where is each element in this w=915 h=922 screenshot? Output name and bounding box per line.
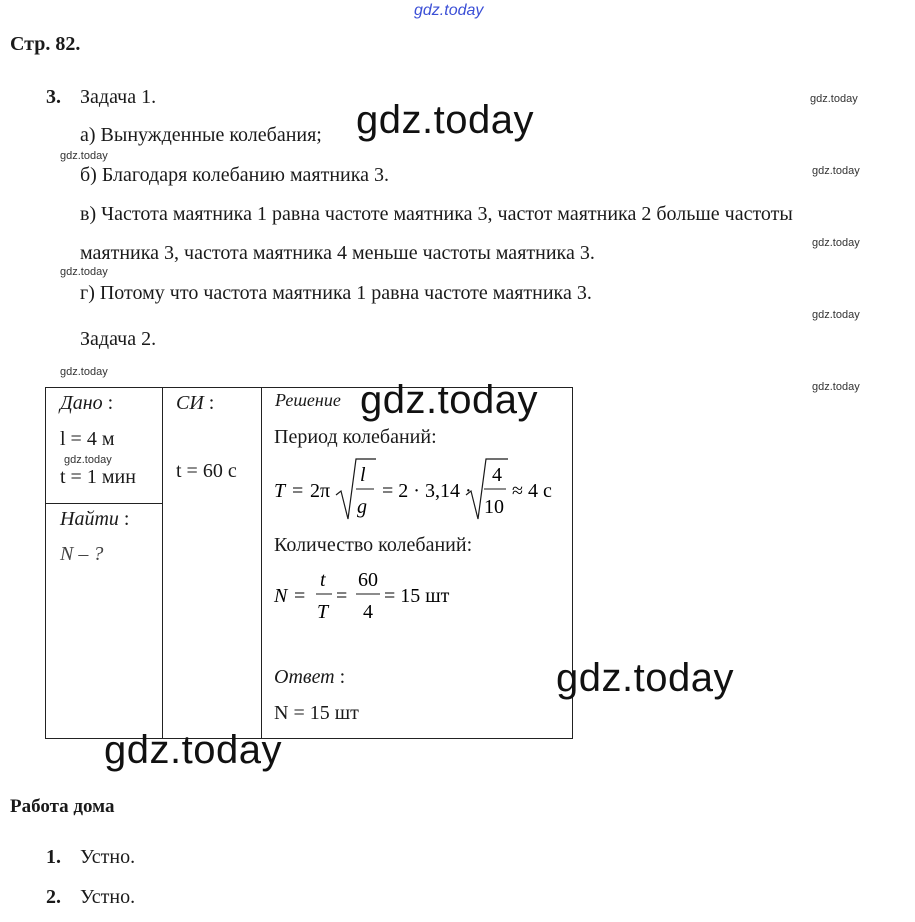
watermark-small: gdz.today (812, 381, 860, 393)
watermark-large: gdz.today (360, 378, 538, 422)
given-header (60, 392, 113, 415)
watermark-large: gdz.today (104, 728, 282, 772)
watermark-small: gdz.today (60, 150, 108, 162)
answer-colon: : (339, 666, 346, 688)
formula-num: 4 (492, 464, 502, 486)
formula-result: = 15 шт (384, 585, 450, 607)
formula-t: t (320, 569, 326, 591)
watermark-small: gdz.today (812, 309, 860, 321)
solution-label: Решение (275, 390, 341, 410)
watermark-small: gdz.today (810, 93, 858, 105)
given-length: l = 4 м (60, 428, 115, 450)
task1-answer-b: б) Благодаря колебанию маятника 3. (80, 164, 390, 186)
formula-eq: = (292, 480, 304, 502)
formula-approx: ≈ 4 с (512, 480, 552, 502)
task2-title: Задача 2. (80, 328, 157, 350)
find-colon: : (123, 508, 130, 530)
task1-answer-v-line1: в) Частота маятника 1 равна частоте маятника 3, частот маятника 2 больше частоты (80, 203, 793, 225)
formula-g: g (357, 496, 367, 518)
table-divider-given-find (45, 503, 162, 504)
task-number: 3. (46, 86, 61, 108)
watermark-large: gdz.today (356, 98, 534, 142)
formula-T: T (317, 601, 329, 623)
si-header (176, 392, 214, 415)
formula-den: 4 (363, 601, 373, 623)
watermark-top: gdz.today (414, 2, 484, 19)
table-divider-1 (162, 387, 163, 739)
answer-header (274, 666, 345, 689)
homework-item-text: Устно. (80, 846, 136, 868)
task1-answer-a: а) Вынужденные колебания; (80, 124, 322, 146)
table-border-left (45, 387, 46, 739)
period-formula (270, 455, 570, 527)
homework-item-number: 1. (46, 846, 61, 868)
watermark-small: gdz.today (64, 454, 112, 466)
formula-two-pi: 2π (310, 480, 331, 502)
homework-title: Работа дома (10, 796, 115, 817)
formula-eq2: = (336, 585, 348, 607)
homework-item-number: 2. (46, 886, 61, 908)
count-label: Количество колебаний: (274, 534, 473, 556)
si-time: t = 60 с (176, 460, 237, 482)
given-label: Дано (60, 392, 103, 414)
formula-l: l (360, 464, 366, 486)
formula-N: N (274, 585, 288, 607)
task1-answer-v-line2: маятника 3, частота маятника 4 меньше частоты маятника 3. (80, 242, 595, 264)
formula-T: T (274, 480, 286, 502)
formula-den: 10 (484, 496, 504, 518)
count-formula (270, 562, 470, 626)
watermark-large: gdz.today (556, 656, 734, 700)
watermark-small: gdz.today (60, 266, 108, 278)
formula-num: 60 (358, 569, 378, 591)
si-label: СИ (176, 392, 204, 414)
answer-label: Ответ (274, 666, 335, 688)
homework-item-text: Устно. (80, 886, 136, 908)
find-header (60, 508, 129, 531)
answer-value: N = 15 шт (274, 702, 359, 724)
given-colon: : (107, 392, 114, 414)
task1-title: Задача 1. (80, 86, 157, 108)
page-reference: Стр. 82. (10, 33, 81, 55)
formula-eq2: = 2 · 3,14 · (382, 480, 472, 502)
task1-answer-g: г) Потому что частота маятника 1 равна частоте маятника 3. (80, 282, 592, 304)
period-label: Период колебаний: (274, 426, 437, 448)
watermark-small: gdz.today (812, 237, 860, 249)
si-colon: : (208, 392, 215, 414)
find-value: N – ? (60, 543, 104, 565)
formula-eq: = (294, 585, 306, 607)
given-time: t = 1 мин (60, 466, 136, 488)
watermark-small: gdz.today (60, 366, 108, 378)
table-divider-2 (261, 387, 262, 739)
find-label: Найти (60, 508, 119, 530)
watermark-small: gdz.today (812, 165, 860, 177)
